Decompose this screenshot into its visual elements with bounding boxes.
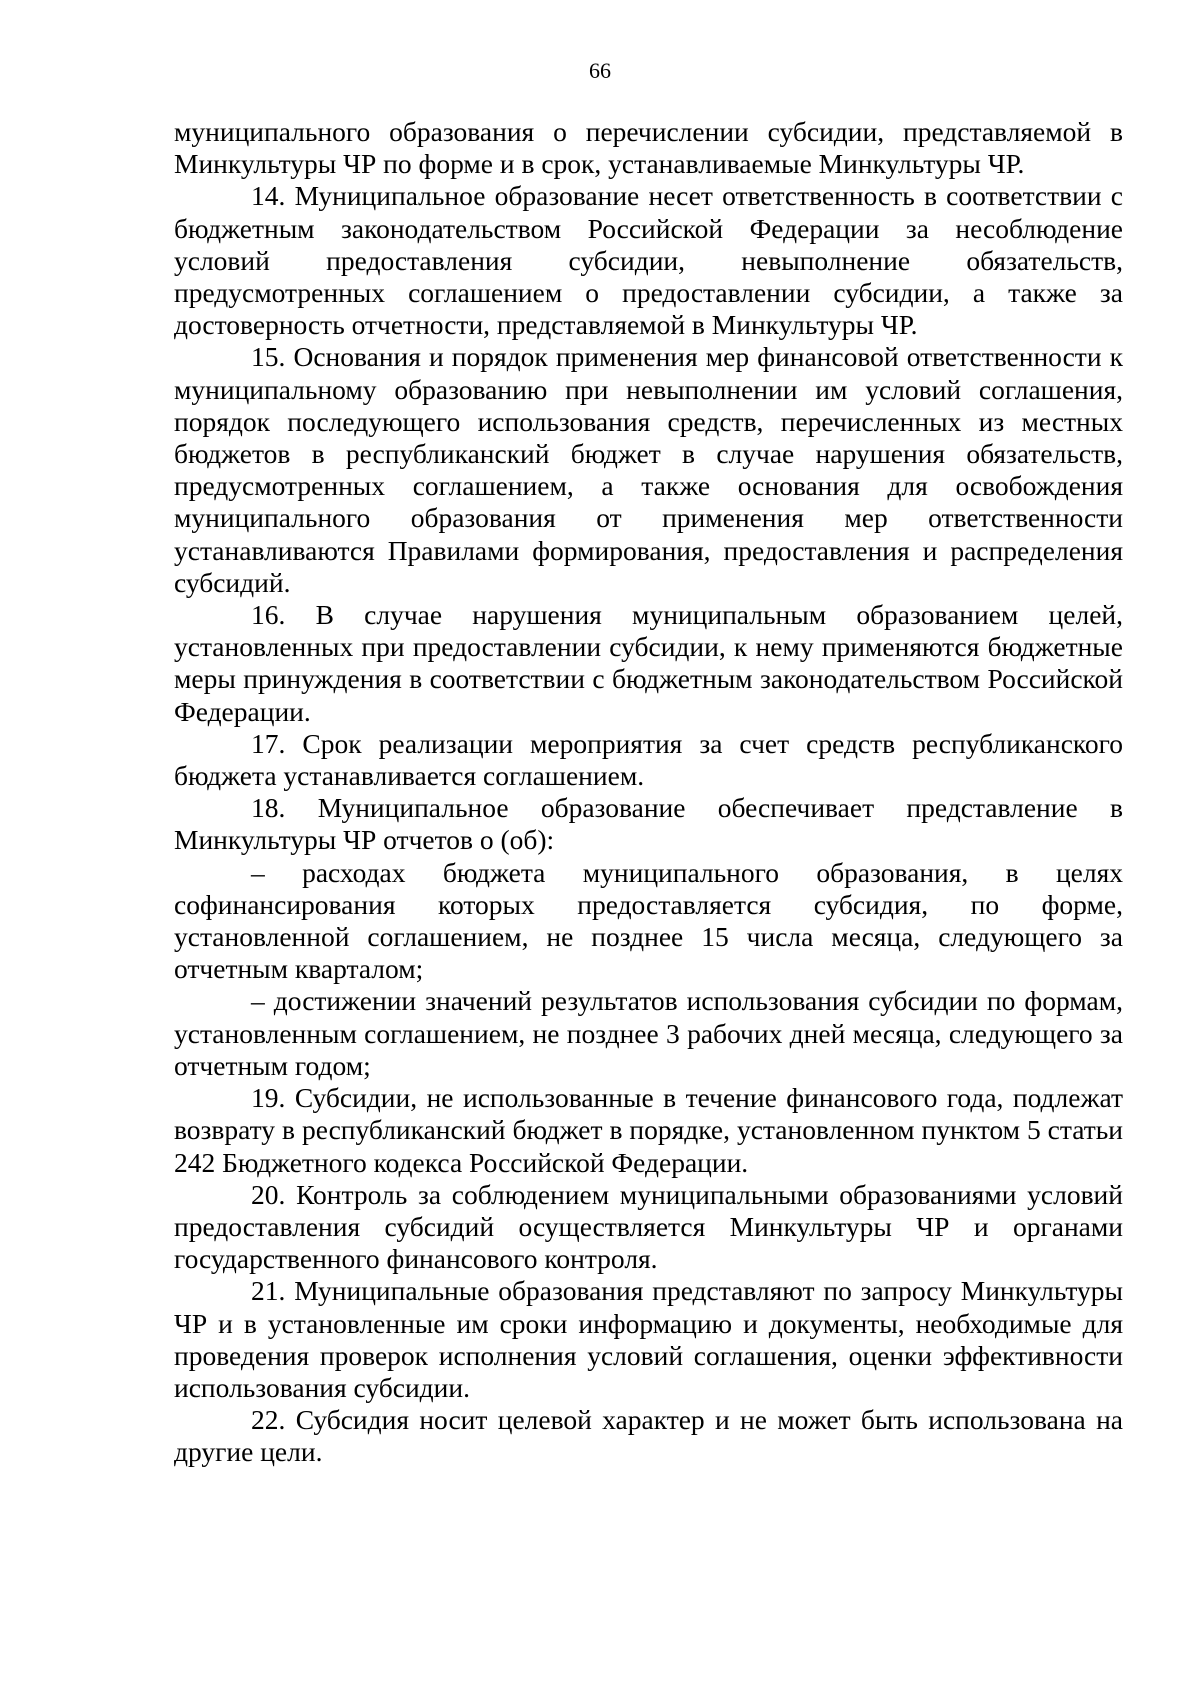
paragraph-19: 19. Субсидии, не использованные в течение финансового года, подлежат возврату в республиканский бюджет в порядке, установленном пунктом 5 статьи 242 Бюджетного кодекса Российской Федерации. (174, 1082, 1123, 1178)
page-number: 66 (589, 58, 611, 83)
paragraph-21: 21. Муниципальные образования представляют по запросу Минкультуры ЧР и в установленные им сроки информацию и документы, необходимые для проведения проверок исполнения условий соглашения, оценки эффективности использования субсидии. (174, 1275, 1123, 1403)
paragraph-15: 15. Основания и порядок применения мер финансовой ответственности к муниципальному образованию при невыполнении им условий соглашения, порядок последующего использования средств, перечисленных из местных бюджетов в республиканский бюджет в случае нарушения обязательств, предусмотренных соглашением, а также основания для освобождения муниципального образования от применения мер ответственности устанавливаются Правилами формирования, предоставления и распределения субсидий. (174, 341, 1123, 598)
paragraph-continuation: муниципального образования о перечислении субсидии, представляемой в Минкультуры ЧР по форме и в срок, устанавливаемые Минкультуры ЧР. (174, 116, 1123, 180)
paragraph-18: 18. Муниципальное образование обеспечивает представление в Минкультуры ЧР отчетов о (об): (174, 792, 1123, 856)
list-item-expenses-report: – расходах бюджета муниципального образования, в целях софинансирования которых предоставляется субсидия, по форме, установленной соглашением, не позднее 15 числа месяца, следующего за отчетным кварталом; (174, 856, 1123, 985)
paragraph-16: 16. В случае нарушения муниципальным образованием целей, установленных при предоставлении субсидии, к нему применяются бюджетные меры принуждения в соответствии с бюджетным законодательством Российской Федерации. (174, 599, 1123, 727)
paragraph-22: 22. Субсидия носит целевой характер и не может быть использована на другие цели. (174, 1404, 1123, 1468)
list-item-results-report: – достижении значений результатов использования субсидии по формам, установленным соглашением, не позднее 3 рабочих дней месяца, следующего за отчетным годом; (174, 985, 1123, 1081)
document-body (174, 116, 1123, 1469)
paragraph-17: 17. Срок реализации мероприятия за счет средств республиканского бюджета устанавливается соглашением. (174, 727, 1123, 792)
paragraph-20: 20. Контроль за соблюдением муниципальными образованиями условий предоставления субсидий осуществляется Минкультуры ЧР и органами государственного финансового контроля. (174, 1178, 1123, 1275)
paragraph-14: 14. Муниципальное образование несет ответственность в соответствии с бюджетным законодательством Российской Федерации за несоблюдение условий предоставления субсидии, невыполнение обязательств, предусмотренных соглашением о предоставлении субсидии, а также за достоверность отчетности, представляемой в Минкультуры ЧР. (174, 180, 1123, 341)
